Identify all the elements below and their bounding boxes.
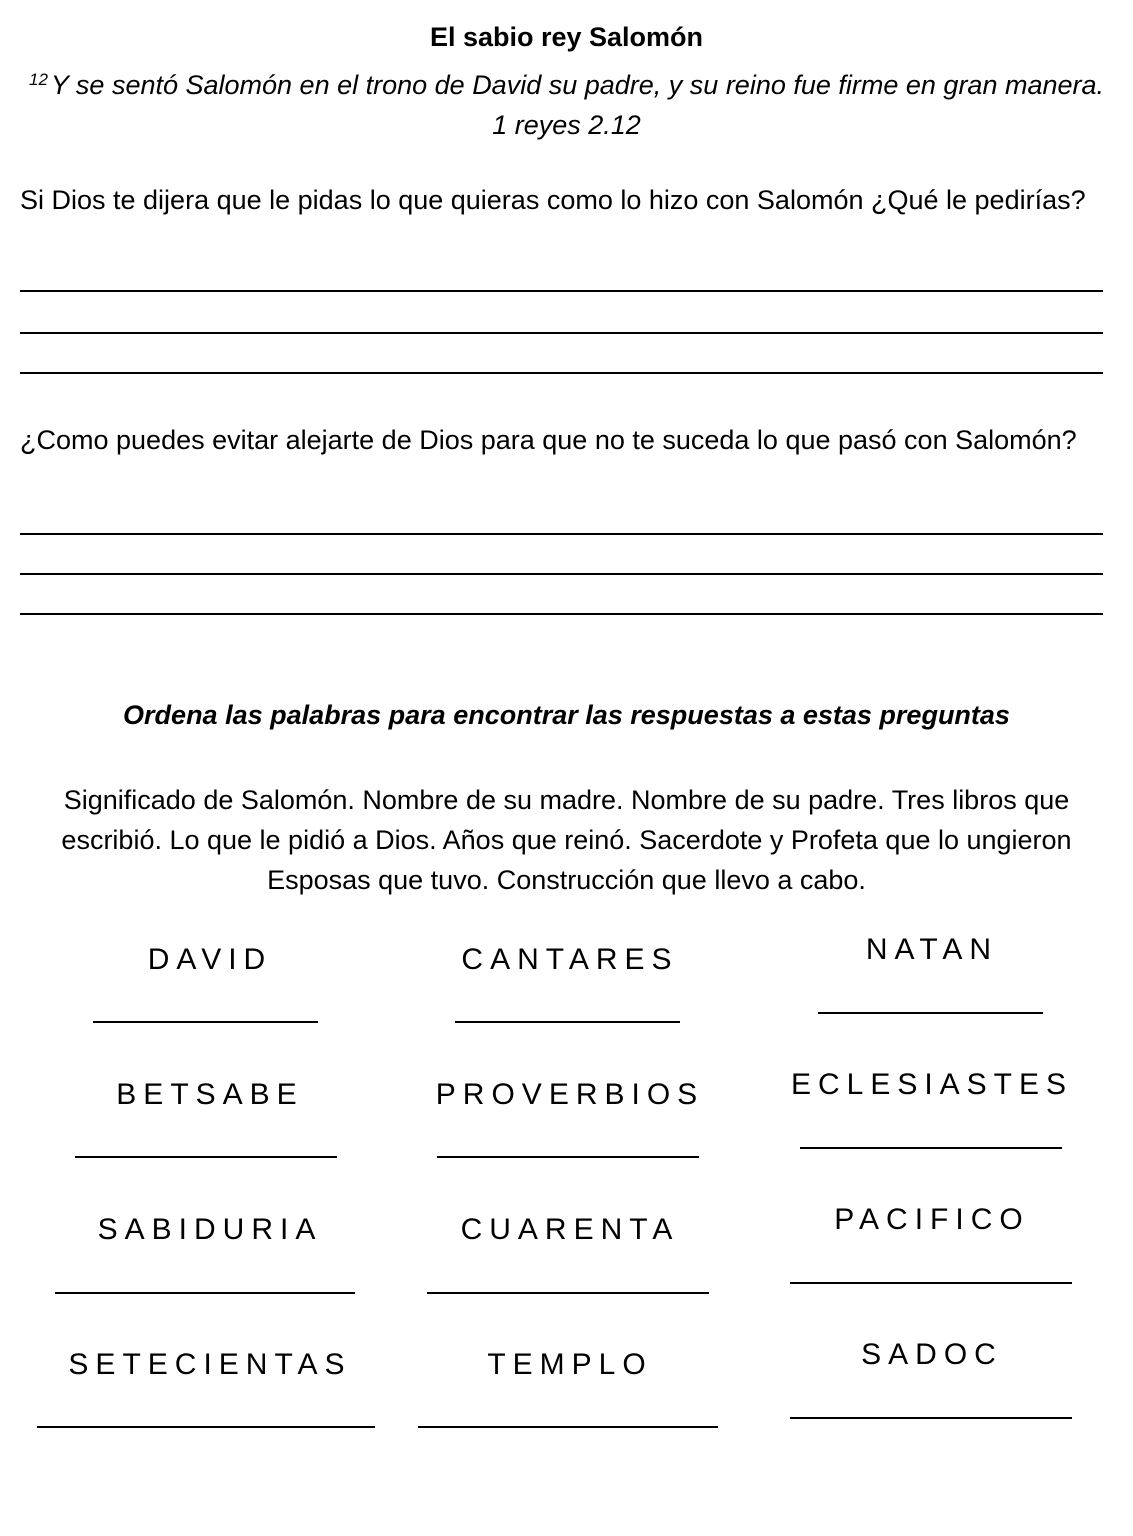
word-answer-line[interactable] — [427, 1292, 709, 1294]
answer-line[interactable] — [20, 613, 1103, 615]
word-answer-line[interactable] — [75, 1156, 337, 1158]
scramble-instructions: Ordena las palabras para encontrar las respuestas a estas preguntas — [123, 700, 1010, 730]
scrambled-word: CUARENTA — [460, 1213, 680, 1246]
word-answer-line[interactable] — [790, 1417, 1072, 1419]
answer-line[interactable] — [20, 573, 1103, 575]
bible-verse — [20, 60, 1113, 145]
scrambled-word: SABIDURIA — [97, 1213, 323, 1246]
answer-line[interactable] — [20, 372, 1103, 374]
word-answer-line[interactable] — [93, 1021, 318, 1023]
scrambled-word: NATAN — [865, 933, 999, 966]
verse-number: 12 — [28, 70, 48, 89]
scrambled-word: SETECIENTAS — [68, 1348, 352, 1381]
scrambled-word: BETSABE — [116, 1078, 304, 1111]
answer-line[interactable] — [20, 332, 1103, 334]
clue-list: Significado de Salomón. Nombre de su madre. Nombre de su padre. Tres libros que escribió. Lo que le pidió a Dios. Años que reinó. Sacerdote y Profeta que lo ungieron Esposas que tuvo. Construcción que llevo a cabo. — [61, 785, 1072, 895]
scrambled-word: SADOC — [861, 1338, 1003, 1371]
answer-line[interactable] — [20, 290, 1103, 292]
scrambled-word: PACIFICO — [834, 1203, 1030, 1236]
word-answer-line[interactable] — [800, 1147, 1062, 1149]
word-answer-line[interactable] — [790, 1282, 1072, 1284]
word-answer-line[interactable] — [455, 1021, 680, 1023]
page-title: El sabio rey Salomón — [429, 22, 704, 52]
word-answer-line[interactable] — [37, 1426, 375, 1428]
word-answer-line[interactable] — [55, 1292, 355, 1294]
answer-line[interactable] — [20, 533, 1103, 535]
scrambled-word: DAVID — [147, 943, 273, 976]
question-1: Si Dios te dijera que le pidas lo que quieras como lo hizo con Salomón ¿Qué le pedirías? — [20, 185, 1086, 215]
scrambled-word: ECLESIASTES — [790, 1068, 1074, 1101]
question-2: ¿Como puedes evitar alejarte de Dios para que no te suceda lo que pasó con Salomón? — [20, 425, 1077, 455]
scrambled-word: PROVERBIOS — [435, 1078, 705, 1111]
scrambled-word: TEMPLO — [487, 1348, 653, 1381]
word-answer-line[interactable] — [437, 1156, 699, 1158]
verse-text: Y se sentó Salomón en el trono de David su padre, y su reino fue firme en gran manera. 1 reyes 2.12 — [50, 70, 1105, 140]
word-answer-line[interactable] — [418, 1426, 718, 1428]
word-answer-line[interactable] — [818, 1012, 1043, 1014]
scrambled-word: CANTARES — [461, 943, 679, 976]
